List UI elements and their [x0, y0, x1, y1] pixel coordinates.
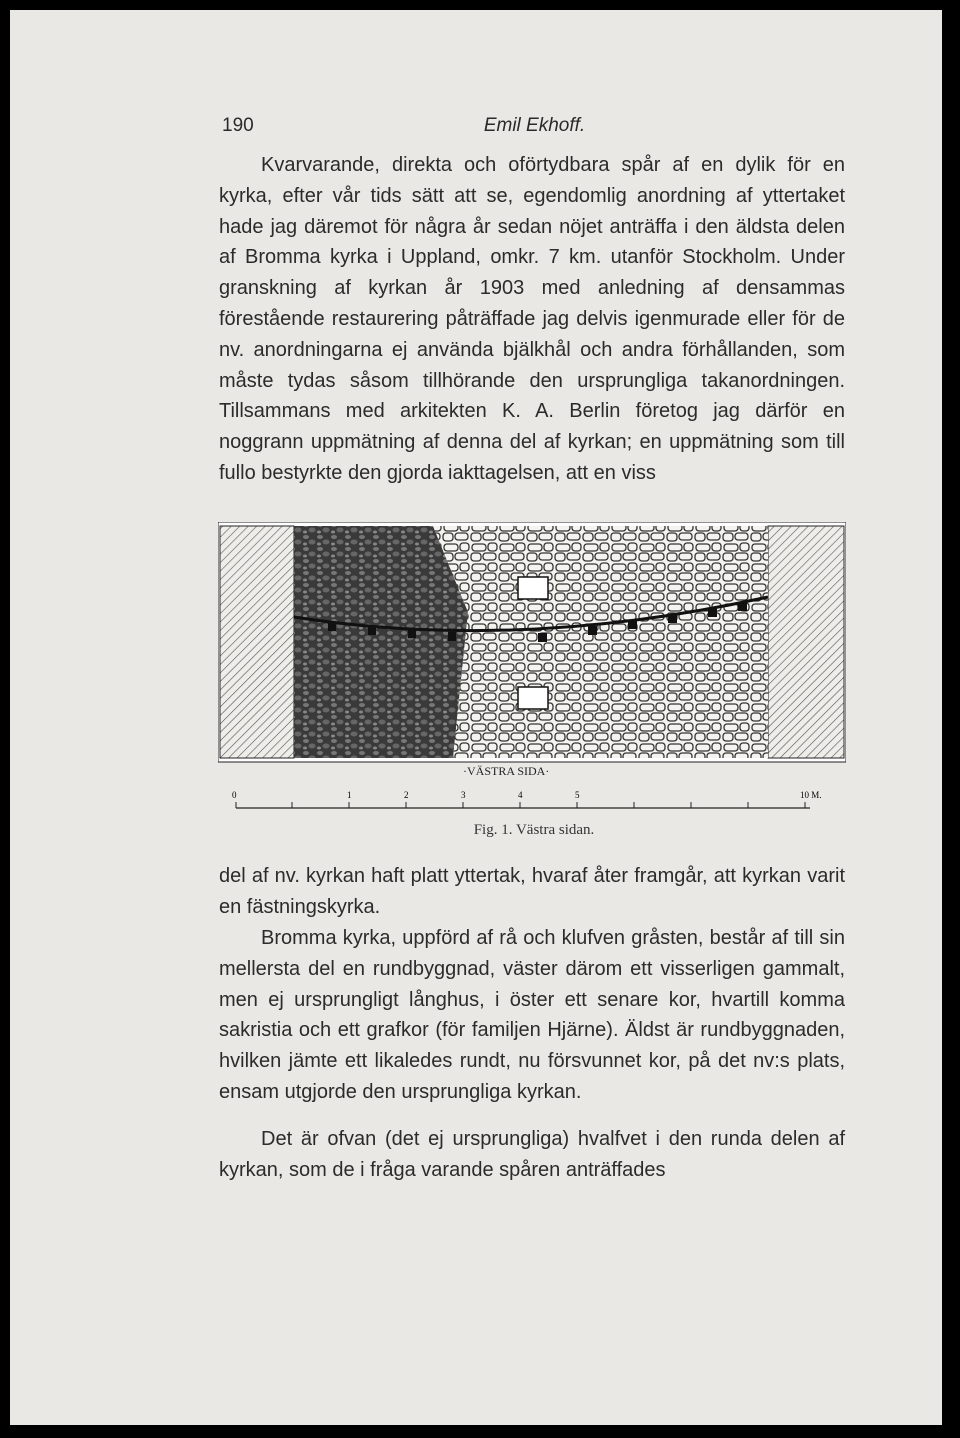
running-header — [222, 115, 847, 145]
scale-label-3: 3 — [461, 790, 466, 800]
figure-caption: Fig. 1. Västra sidan. — [473, 822, 595, 838]
scale-label-4: 4 — [518, 790, 523, 800]
scale-label-2: 2 — [404, 790, 409, 800]
drawing-title: ·VÄSTRA SIDA· — [463, 764, 550, 778]
running-title: Emil Ekhoff. — [483, 115, 586, 136]
paragraph-4: Det är ofvan (det ej ursprungliga) hvalfvet i den runda delen af kyrkan, som de i fråga varande spåren anträffades — [219, 1128, 845, 1181]
scale-label-0: 0 — [232, 790, 237, 800]
scale-label-1: 1 — [347, 790, 352, 800]
scale-bar — [222, 790, 822, 812]
paragraph-3: Bromma kyrka, uppförd af rå och klufven gråsten, består af till sin mellersta del en rundbyggnad, väster därom ett visserligen gammalt, men ej ursprungligt långhus, i öster ett senare kor, hvartill komma sakristia och ett grafkor (för familjen Hjärne). Äldst är rundbyggnaden, hvilken jämte ett likaledes rundt, nu försvunnet kor, på det nv:s plats, ensam utgjorde den ursprungliga kyrkan. — [219, 927, 845, 1103]
paragraph-2: del af nv. kyrkan haft platt yttertak, hvaraf åter framgår, att kyrkan varit en fästningskyrka. — [219, 865, 845, 918]
wall-elevation-drawing — [218, 522, 846, 772]
scale-label-10: 10 M. — [800, 790, 822, 800]
dark-masonry — [294, 526, 468, 758]
left-hatched-wall — [220, 526, 294, 758]
right-hatched-wall — [768, 526, 844, 758]
figure-west-wall — [218, 522, 846, 772]
paragraph-1: Kvarvarande, direkta och oförtydbara spår af en dylik för en kyrka, efter vår tids sätt att se, egendomlig anordning af yttertaket hade jag däremot för några år sedan nöjet anträffa i den äldsta delen af Bromma kyrka i Uppland, omkr. 7 km. utanför Stockholm. Under granskning af kyrkan år 1903 med anledning af densammas förestående restaurering påträffade jag delvis igenmurade eller för de nv. anordningarna ej använda bjälkhål och andra förhållanden, som måste tydas såsom tillhörande den ursprungliga takanordningen. Tillsammans med arkitekten K. A. Berlin företog jag därför en noggrann uppmätning af denna del af kyrkan; en uppmätning som till fullo bestyrkte den gjorda iakttagelsen, att en viss — [219, 154, 845, 484]
page-number: 190 — [222, 115, 254, 136]
light-masonry — [433, 526, 768, 758]
scale-label-5: 5 — [575, 790, 580, 800]
